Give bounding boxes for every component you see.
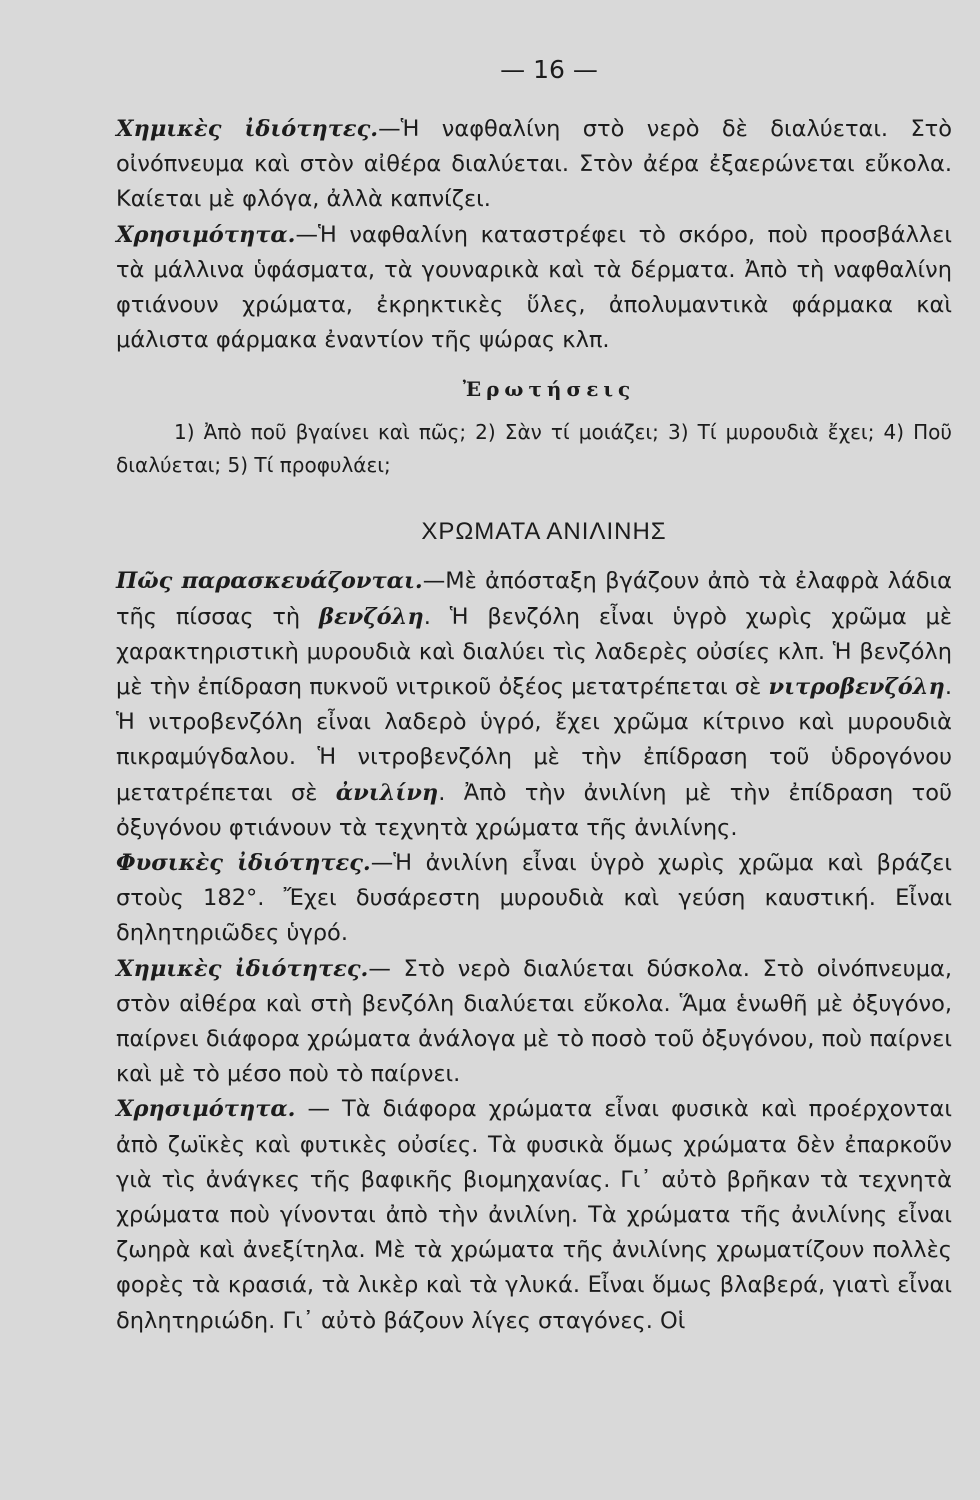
paragraph-text: —Ἡ ἀνιλίνη εἶναι ὑγρὸ χωρὶς χρῶμα καὶ βράζει στοὺς 182°. Ἔχει δυσάρεστη μυρουδιὰ καὶ γεύση καυστική. Εἶναι δηλητηριῶδες ὑγρό. xyxy=(116,850,952,947)
paragraph-text: —Ἡ ναφθαλίνη στὸ νερὸ δὲ διαλύεται. Στὸ οἰνόπνευμα καὶ στὸν αἰθέρα διαλύεται. Στὸν ἀέρα ἐξαερώνεται εὔκολα. Καίεται μὲ φλόγα, ἀλλὰ καπνίζει. xyxy=(116,116,952,213)
paragraph-text: —Ἡ ναφθαλίνη καταστρέφει τὸ σκόρο, ποὺ προσβάλλει τὰ μάλλινα ὑφάσματα, τὰ γουναρικὰ καὶ τὰ δέρματα. Ἀπὸ τὴ ναφθαλίνη φτιάνουν χρώματα, ἐκρηκτικὲς ὕλες, ἀπολυμαντικὰ φάρμακα καὶ μάλιστα φάρμακα ἐναντίον τῆς ψώρας κλπ. xyxy=(116,221,952,354)
section-title: ΧΡΩΜΑΤΑ ΑΝΙΛΙΝΗΣ xyxy=(421,518,667,546)
term-benzene: βενζόλη xyxy=(319,603,424,630)
paragraph-lead: Χημικὲς ἰδιότητες. xyxy=(116,116,379,142)
paragraph-lead: Πῶς παρασκευάζονται. xyxy=(116,568,423,595)
page-number: — 16 — xyxy=(500,55,598,84)
paragraph-text: — Τὰ διάφορα χρώματα εἶναι φυσικὰ καὶ προέρχονται ἀπὸ ζωϊκὲς καὶ φυτικὲς οὐσίες. Τὰ φυσικὰ ὅμως χρώματα δὲν ἐπαρκοῦν γιὰ τὶς ἀνάγκες τῆς βαφικῆς βιομηχανίας. Γι᾽ αὐτὸ βρῆκαν τὰ τεχνητὰ χρώματα ποὺ γίνονται ἀπὸ τὴν ἀνιλίνη. Τὰ χρώματα τῆς ἀνιλίνης εἶναι ζωηρὰ καὶ ἀνεξίτηλα. Μὲ τὰ χρώματα τῆς ἀνιλίνης χρωματίζουν πολλὲς φορὲς τὰ κρασιά, τὰ λικὲρ καὶ τὰ γλυκά. Εἶναι ὅμως βλαβερά, γιατὶ εἶναι δηλητηριώδη. Γι᾽ αὐτὸ βάζουν λίγες σταγόνες. Οἱ xyxy=(116,1096,952,1334)
paragraph-physical-properties-aniline xyxy=(116,846,952,952)
paragraph-lead: Χρησιμότητα. xyxy=(116,221,296,248)
questions-list: 1) Ἀπὸ ποῦ βγαίνει καὶ πῶς; 2) Σὰν τί μοιάζει; 3) Τί μυρουδιὰ ἔχει; 4) Ποῦ διαλύεται; 5) Τί προφυλάει; xyxy=(116,420,952,478)
paragraph-lead: Χρησιμότητα. xyxy=(116,1096,296,1123)
paragraph-text: — Στὸ νερὸ διαλύεται δύσκολα. Στὸ οἰνόπνευμα, στὸν αἰθέρα καὶ στὴ βενζόλη διαλύεται εὔκολα. Ἅμα ἑνωθῆ μὲ ὀξυγόνο, παίρνει διάφορα χρώματα ἀνάλογα μὲ τὸ ποσὸ τοῦ ὀξυγόνου, ποὺ παίρνει καὶ μὲ τὸ μέσο ποὺ τὸ παίρνει. xyxy=(116,955,953,1088)
paragraph-text: . Ἀπὸ τὴν ἀνιλίνη μὲ τὴν ἐπίδραση τοῦ ὀξυγόνου φτιάνουν τὰ τεχνητὰ χρώματα τῆς ἀνιλίνης. xyxy=(116,779,952,841)
questions-heading: Ἐρωτήσεις xyxy=(462,377,636,402)
term-aniline: ἀνιλίνη xyxy=(335,779,439,806)
paragraph-usefulness-naphthalene xyxy=(116,218,952,359)
paragraph-chemical-properties-aniline xyxy=(116,952,952,1093)
paragraph-text: —Μὲ ἀπόσταξη βγάζουν ἀπὸ τὰ ἐλαφρὰ λάδια τῆς πίσσας τὴ xyxy=(116,568,952,630)
paragraph-lead: Φυσικὲς ἰδιότητες. xyxy=(116,850,371,877)
paragraph-usefulness-aniline xyxy=(116,1092,952,1338)
paragraph-chemical-properties-naphthalene xyxy=(116,112,952,218)
paragraph-text: . Ἡ βενζόλη εἶναι ὑγρὸ χωρὶς χρῶμα μὲ χαρακτηριστικὴ μυρουδιὰ καὶ διαλύει τὶς λαδερὲς οὐσίες κλπ. Ἡ βενζόλη μὲ τὴν ἐπίδραση πυκνοῦ νιτρικοῦ ὀξέος μετατρέπεται σὲ xyxy=(116,603,952,701)
term-nitrobenzene: νιτροβενζόλη xyxy=(768,674,945,701)
paragraph-text: . Ἡ νιτροβενζόλη εἶναι λαδερὸ ὑγρό, ἔχει χρῶμα κίτρινο καὶ μυρουδιὰ πικραμύγδαλου. Ἡ νιτροβενζόλη μὲ τὴν ἐπίδραση τοῦ ὑδρογόνου μετατρέπεται σὲ xyxy=(116,674,952,806)
paragraph-lead: Χημικὲς ἰδιότητες. xyxy=(116,955,369,982)
paragraph-preparation xyxy=(116,564,952,846)
